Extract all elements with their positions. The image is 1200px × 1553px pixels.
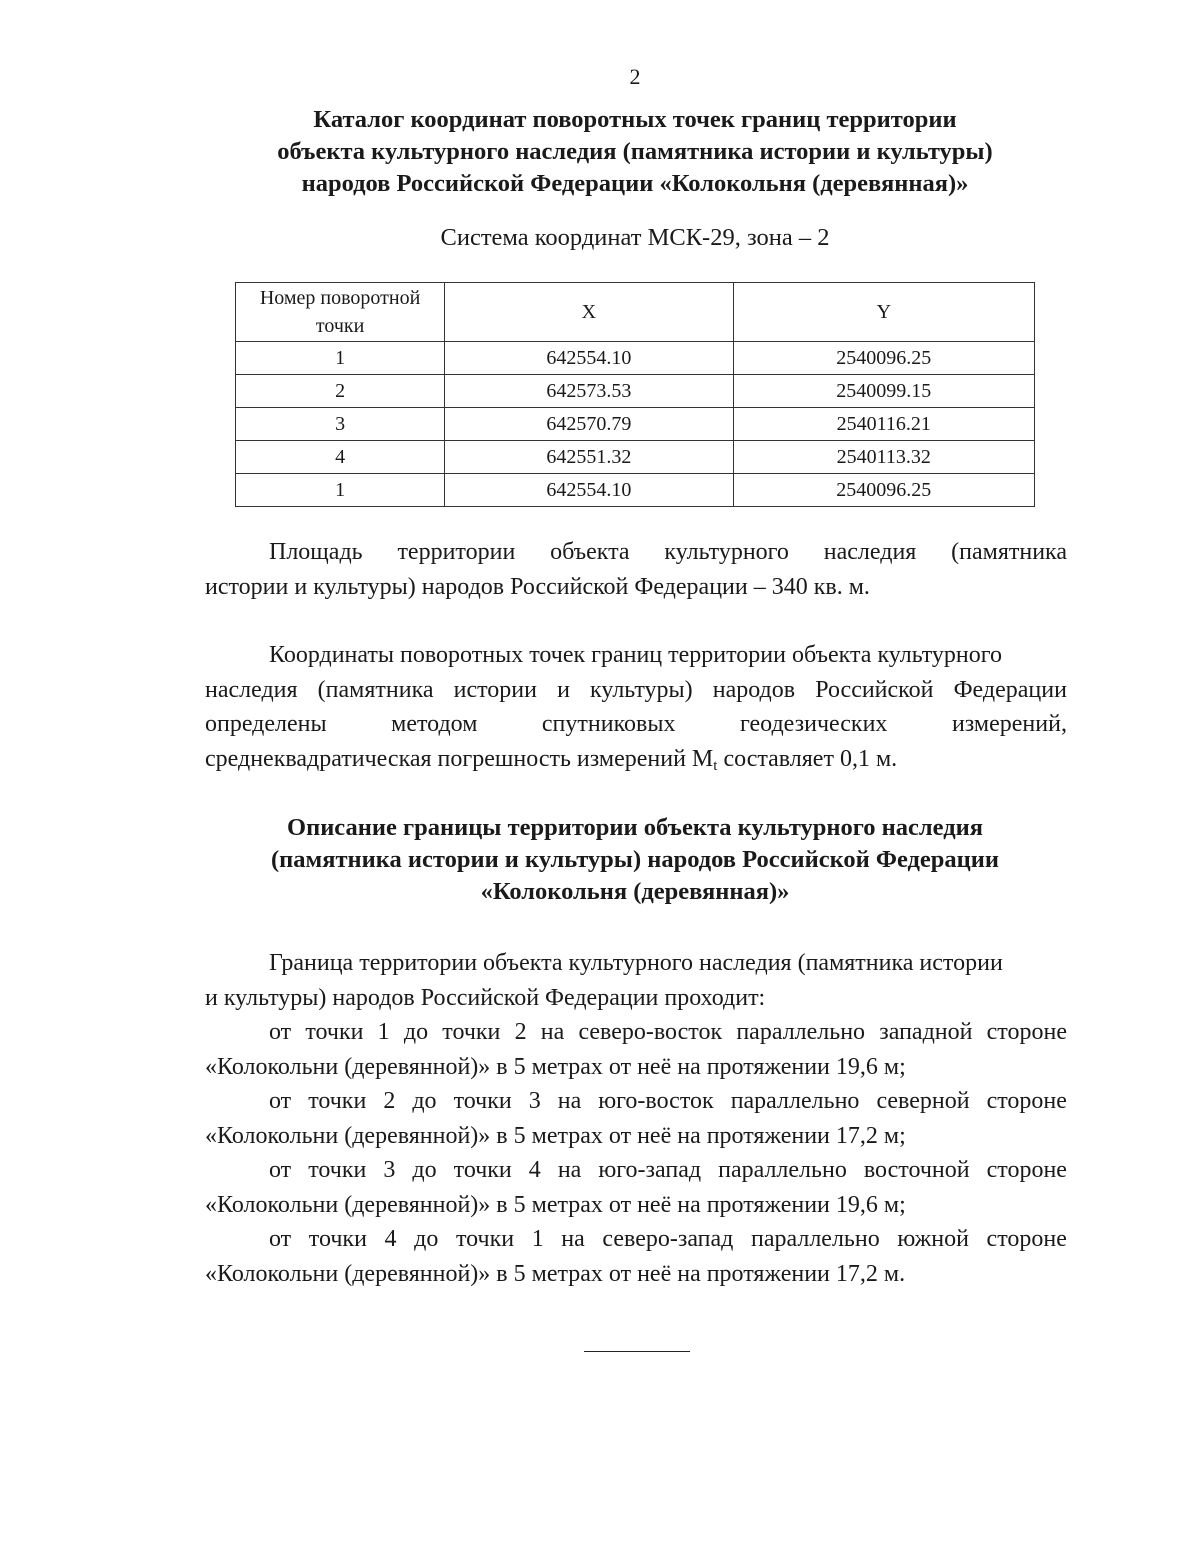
cell-y: 2540099.15 — [733, 375, 1034, 408]
table-row — [236, 474, 1035, 507]
heading-line: (памятника истории и культуры) народов Российской Федерации — [271, 846, 999, 873]
catalog-heading — [200, 104, 1070, 200]
word: 4 — [528, 1157, 541, 1183]
area-paragraph — [205, 535, 1067, 604]
word: территории — [397, 539, 516, 565]
word: южной — [897, 1226, 969, 1252]
cell-point: 2 — [236, 375, 445, 408]
accuracy-subscript: t — [713, 757, 718, 774]
word: точки — [455, 1226, 515, 1252]
word: (памятника — [317, 676, 434, 703]
header-point-number — [236, 283, 445, 342]
word: параллельно — [736, 1019, 866, 1045]
word: Федерации — [953, 676, 1067, 703]
heading-line: народов Российской Федерации «Колокольня (деревянная)» — [301, 170, 969, 197]
cell-x: 642570.79 — [445, 408, 733, 441]
word: спутниковых — [541, 711, 676, 737]
word: точки — [305, 1019, 364, 1045]
word: точки — [308, 1157, 367, 1183]
description-heading — [200, 812, 1070, 908]
word: юго-восток — [598, 1088, 714, 1114]
table-header-row — [236, 283, 1035, 342]
coordinates-table — [235, 282, 1035, 507]
paragraph-line: Координаты поворотных точек границ территории объекта культурного — [269, 642, 1002, 668]
cell-point: 4 — [236, 441, 445, 474]
word: 1 — [531, 1226, 544, 1252]
justified-line — [205, 707, 1067, 742]
heading-line: Описание границы территории объекта культурного наследия — [287, 814, 983, 841]
paragraph-line: «Колокольни (деревянной)» в 5 метрах от неё на протяжении 19,6 м; — [205, 1053, 906, 1080]
accuracy-paragraph — [205, 638, 1067, 776]
word: северной — [876, 1088, 970, 1114]
word: Российской — [815, 676, 934, 703]
word: от — [269, 1226, 292, 1252]
word: 4 — [384, 1226, 397, 1252]
word: юго-запад — [598, 1157, 702, 1183]
heading-line: Каталог координат поворотных точек границ территории — [313, 106, 957, 133]
word: наследия — [823, 539, 917, 565]
word: до — [403, 1019, 429, 1045]
justified-line — [205, 1015, 1067, 1050]
paragraph-line — [205, 742, 1067, 777]
heading-line: объекта культурного наследия (памятника истории и культуры) — [277, 138, 993, 165]
cell-x: 642554.10 — [445, 342, 733, 375]
word: истории — [453, 676, 537, 703]
word: на — [557, 1157, 582, 1183]
word: на — [540, 1019, 565, 1045]
word: Площадь — [269, 539, 363, 565]
page-number: 2 — [629, 64, 641, 89]
word: измерений, — [951, 711, 1067, 737]
word: стороне — [986, 1088, 1067, 1114]
cell-point: 3 — [236, 408, 445, 441]
paragraph-line: «Колокольни (деревянной)» в 5 метрах от неё на протяжении 17,2 м; — [205, 1122, 906, 1149]
word: от — [269, 1088, 292, 1114]
word: определены — [205, 711, 327, 737]
cell-y: 2540096.25 — [733, 342, 1034, 375]
paragraph-line: «Колокольни (деревянной)» в 5 метрах от неё на протяжении 19,6 м; — [205, 1191, 906, 1218]
cell-x: 642551.32 — [445, 441, 733, 474]
table-row — [236, 375, 1035, 408]
accuracy-text: среднеквадратическая погрешность измерений M — [205, 745, 714, 772]
cell-y: 2540096.25 — [733, 474, 1034, 507]
word: 1 — [377, 1019, 390, 1045]
word: 3 — [528, 1088, 541, 1114]
cell-y: 2540116.21 — [733, 408, 1034, 441]
paragraph-line: и культуры) народов Российской Федерации проходит: — [205, 984, 766, 1011]
word: стороне — [986, 1157, 1067, 1183]
word: точки — [442, 1019, 501, 1045]
word: наследия — [205, 676, 298, 703]
word: точки — [453, 1088, 512, 1114]
paragraph-line: истории и культуры) народов Российской Федерации – 340 кв. м. — [205, 573, 870, 600]
word: северо-восток — [578, 1019, 723, 1045]
word: до — [414, 1226, 439, 1252]
coordinate-system: Система координат МСК-29, зона – 2 — [440, 224, 830, 251]
word: до — [412, 1157, 437, 1183]
justified-line — [205, 535, 1067, 570]
justified-line — [205, 1222, 1067, 1257]
word: 3 — [383, 1157, 396, 1183]
word: 2 — [514, 1019, 527, 1045]
justified-line — [205, 1153, 1067, 1188]
word: параллельно — [730, 1088, 860, 1114]
end-divider — [584, 1351, 690, 1352]
accuracy-text-end: составляет 0,1 м. — [717, 745, 898, 772]
word: до — [412, 1088, 437, 1114]
word: на — [561, 1226, 585, 1252]
header-point-line2: точки — [315, 315, 365, 337]
cell-point: 1 — [236, 342, 445, 375]
word: и — [557, 676, 570, 703]
word: методом — [391, 711, 478, 737]
word: от — [269, 1157, 292, 1183]
paragraph-line: «Колокольни (деревянной)» в 5 метрах от неё на протяжении 17,2 м. — [205, 1260, 906, 1287]
cell-x: 642573.53 — [445, 375, 733, 408]
table-row — [236, 408, 1035, 441]
word: параллельно — [718, 1157, 847, 1183]
word: 2 — [383, 1088, 396, 1114]
word: точки — [308, 1088, 367, 1114]
word: культуры) — [590, 676, 693, 703]
word: западной — [879, 1019, 973, 1045]
word: геодезических — [739, 711, 888, 737]
cell-x: 642554.10 — [445, 474, 733, 507]
word: точки — [453, 1157, 512, 1183]
word: точки — [308, 1226, 367, 1252]
word: культурного — [664, 539, 789, 565]
table-row — [236, 441, 1035, 474]
word: объекта — [550, 539, 630, 565]
header-point-line1: Номер поворотной — [259, 287, 421, 309]
boundary-paragraph — [205, 946, 1067, 1291]
word: на — [557, 1088, 582, 1114]
paragraph-line: Граница территории объекта культурного наследия (памятника истории — [269, 950, 1003, 976]
table-row — [236, 342, 1035, 375]
word: восточной — [863, 1157, 970, 1183]
word: народов — [712, 676, 796, 703]
justified-line — [205, 1084, 1067, 1119]
justified-line — [205, 673, 1067, 708]
cell-y: 2540113.32 — [733, 441, 1034, 474]
heading-line: «Колокольня (деревянная)» — [480, 878, 790, 905]
word: от — [269, 1019, 292, 1045]
word: стороне — [986, 1019, 1067, 1045]
header-x: X — [445, 283, 733, 342]
word: стороне — [986, 1226, 1067, 1252]
word: (памятника — [951, 539, 1067, 565]
word: северо-запад — [602, 1226, 734, 1252]
header-y: Y — [733, 283, 1034, 342]
cell-point: 1 — [236, 474, 445, 507]
word: параллельно — [750, 1226, 880, 1252]
